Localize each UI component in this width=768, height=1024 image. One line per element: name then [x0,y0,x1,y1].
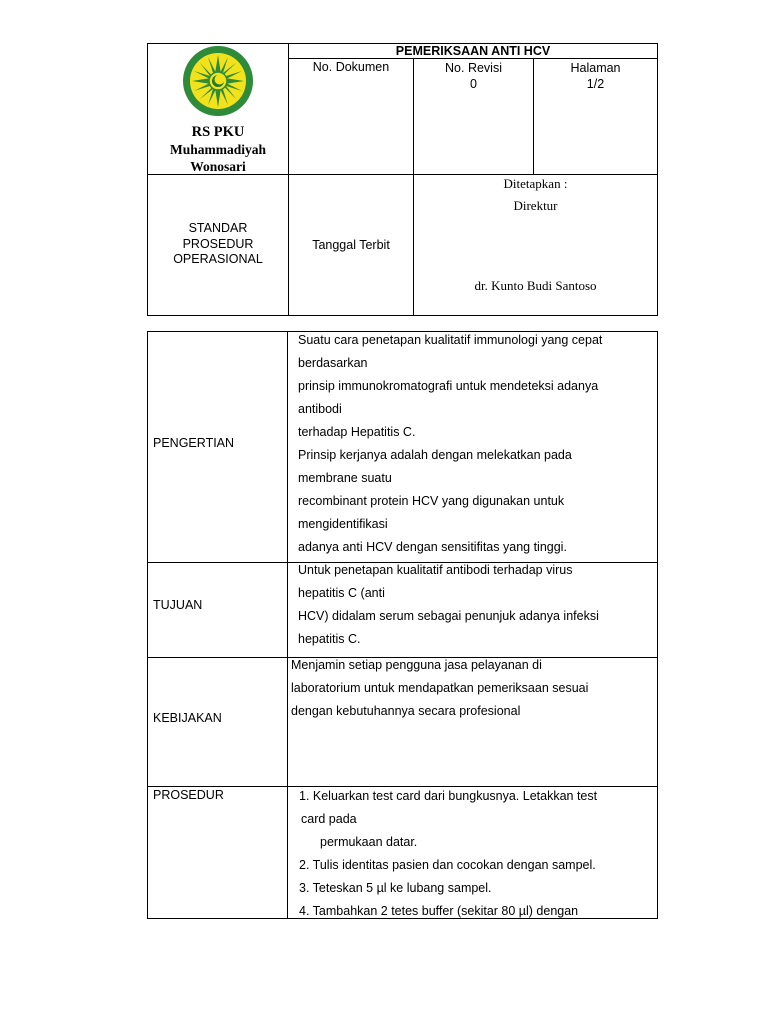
tujuan-label: TUJUAN [153,598,203,612]
no-revisi-label: No. Revisi [445,61,502,75]
hospital-logo [181,44,255,118]
prosedur-line: permukaan datar. [320,835,418,849]
prosedur-text [299,785,654,923]
prosedur-label: PROSEDUR [153,788,224,802]
pengertian-line: Suatu cara penetapan kualitatif immunologi yang cepat [298,333,603,347]
tanggal-terbit-label: Tanggal Terbit [312,238,390,252]
hospital-name-line-2: Muhammadiyah [169,142,267,157]
no-revisi-cell [414,60,533,92]
tujuan-line: Untuk penetapan kualitatif antibodi terhadap virus [298,563,573,577]
prosedur-line: 3. Teteskan 5 µl ke lubang sampel. [299,881,492,895]
tujuan-line: HCV) didalam serum sebagai penunjuk adanya infeksi [298,609,599,623]
pengertian-line: adanya anti HCV dengan sensitifitas yang tinggi. [298,540,567,554]
hospital-name [148,124,288,175]
no-revisi-value: 0 [470,77,477,91]
kebijakan-line: dengan kebutuhannya secara profesional [291,704,521,718]
prosedur-line: card pada [301,812,357,826]
sop-label-line-3: OPERASIONAL [173,252,263,266]
ditetapkan-label: Ditetapkan : [503,176,568,191]
pengertian-line: berdasarkan [298,356,368,370]
prosedur-line: 1. Keluarkan test card dari bungkusnya. Letakkan test [299,789,598,803]
halaman-cell [534,60,657,92]
hospital-name-line-1: RS PKU [191,124,245,140]
hospital-name-line-3: Wonosari [190,159,246,174]
halaman-label: Halaman [570,61,621,75]
pengertian-label: PENGERTIAN [153,436,235,450]
halaman-value: 1/2 [586,77,605,91]
direktur-label: Direktur [513,198,558,213]
direktur-name: dr. Kunto Budi Santoso [474,278,597,293]
pengertian-line: Prinsip kerjanya adalah dengan melekatkan pada [298,448,572,462]
prosedur-line: 2. Tulis identitas pasien dan cocokan dengan sampel. [299,858,596,872]
sop-label [148,221,288,268]
pengertian-line: membrane suatu [298,471,392,485]
pengertian-line: recombinant protein HCV yang digunakan untuk [298,494,565,508]
pengertian-line: terhadap Hepatitis C. [298,425,416,439]
tujuan-text [298,559,653,651]
pengertian-line: prinsip immunokromatografi untuk mendeteksi adanya [298,379,599,393]
kebijakan-line: laboratorium untuk mendapatkan pemeriksaan sesuai [291,681,589,695]
prosedur-line: 4. Tambahkan 2 tetes buffer (sekitar 80 µl) dengan [299,904,579,918]
no-dokumen-label: No. Dokumen [312,60,390,74]
tujuan-line: hepatitis C. [298,632,361,646]
document-title: PEMERIKSAAN ANTI HCV [395,44,551,58]
tujuan-line: hepatitis C (anti [298,586,385,600]
pengertian-text [298,329,653,559]
pengertian-line: mengidentifikasi [298,517,388,531]
sop-label-line-1: STANDAR [188,221,248,235]
kebijakan-line: Menjamin setiap pengguna jasa pelayanan di [291,658,542,672]
pengertian-line: antibodi [298,402,342,416]
sop-label-line-2: PROSEDUR [182,236,254,251]
kebijakan-label: KEBIJAKAN [153,711,222,725]
kebijakan-text [291,654,653,723]
